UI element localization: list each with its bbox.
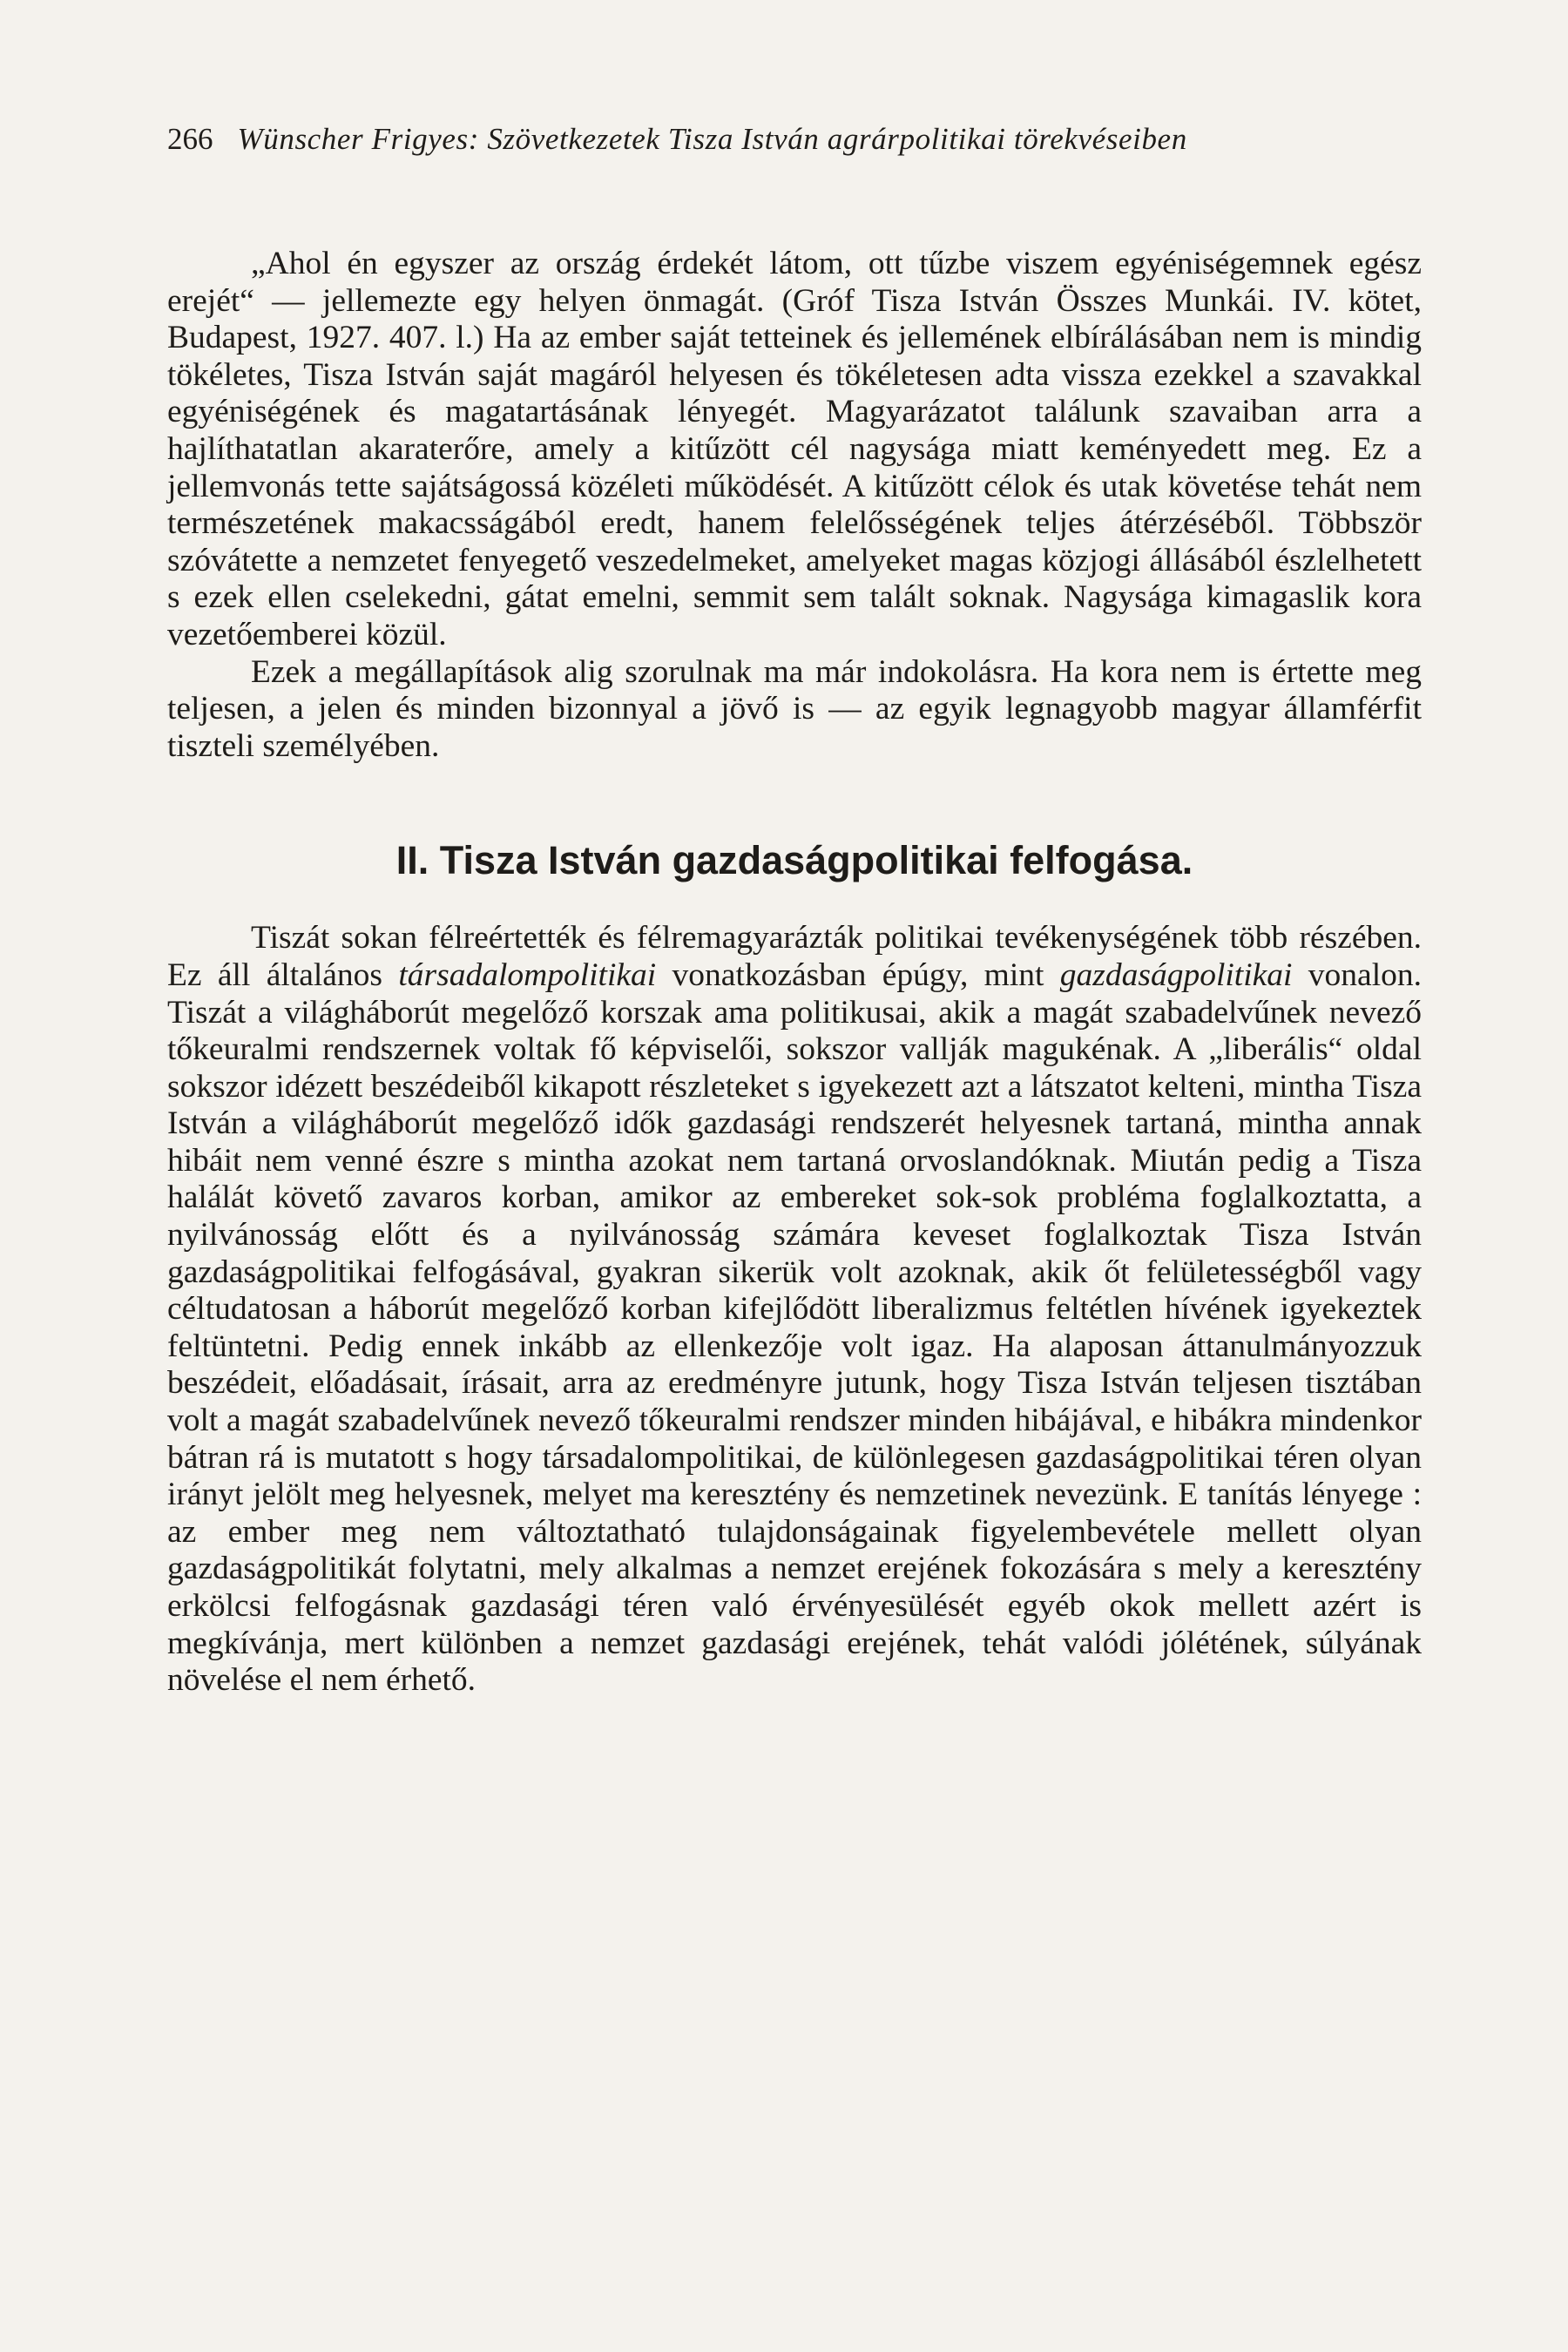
paragraph-text-1: Tiszát sokan félreértették és félremagyarázták politikai tevékenységének több részében. Ez áll általános bbox=[167, 920, 1422, 993]
paragraph-text-3: vonalon. Tiszát a világháborút megelőző korszak ama politikusai, akik a magát szabadelvűnek nevező tőkeuralmi rendszernek voltak fő képviselői, sokszor vallják magukénak. A „liberális“ oldal sokszor idézett beszédeiből kikapott részleteket s igyekezett azt a látszatot kelteni, mintha Tisza István a világháborút megelőző idők gazdasági rendszerét helyesnek tartaná, mintha annak hibáit nem venné észre s mintha azokat nem tartaná orvoslandóknak. Miután pedig a Tisza halálát követő zavaros korban, amikor az embereket sok-sok probléma foglalkoztatta, a nyilvánosság előtt és a nyilvánosság számára keveset foglalkoztak Tisza István gazdaságpolitikai felfogásával, gyakran sikerük volt azoknak, akik őt felületességből vagy céltudatosan a háborút megelőző korban kifejlődött liberalizmus feltétlen hívének igyekeztek feltüntetni. Pedig ennek inkább az ellenkezője volt igaz. Ha alaposan áttanulmányozzuk beszédeit, előadásait, írásait, arra az eredményre jutunk, hogy Tisza István teljesen tisztában volt a magát szabadelvűnek nevező tőkeuralmi rendszer minden hibájával, e hibákra mindenkor bátran rá is mutatott s hogy társadalompolitikai, de különlegesen gazdaságpolitikai téren olyan irányt jelölt meg helyesnek, melyet ma keresztény és nemzetinek nevezünk. E tanítás lényege : az ember meg nem változtatható tulajdonságainak figyelembevétele mellett olyan gazdaságpolitikát folytatni, mely alkalmas a nemzet erejének fokozására s mely a keresztény erkölcsi felfogásnak gazdasági téren való érvényesülését egyéb okok mellett azért is megkívánja, mert különben a nemzet gazdasági erejének, tehát valódi jólétének, súlyának növelése el nem érhető. bbox=[167, 956, 1422, 1699]
conclusion-paragraph: Ezek a megállapítások alig szorulnak ma már indokolásra. Ha kora nem is értette meg teljesen, a jelen és minden bizonnyal a jövő is — az egyik legnagyobb magyar államférfit tiszteli személyében. bbox=[167, 653, 1422, 764]
section-heading: II. Tisza István gazdaságpolitikai felfogása. bbox=[395, 838, 1193, 883]
running-title: Wünscher Frigyes: Szövetkezetek Tisza István agrárpolitikai törekvéseiben bbox=[237, 122, 1187, 156]
body-text bbox=[167, 246, 1422, 1700]
emphasis-economic-policy: gazdaságpolitikai bbox=[1059, 956, 1293, 993]
page-number: 266 bbox=[167, 122, 213, 156]
emphasis-social-policy: társadalompolitikai bbox=[398, 956, 657, 993]
quote-paragraph: „Ahol én egyszer az ország érdekét látom, ott tűzbe viszem egyéniségemnek egész erejét“ — jellemezte egy helyen önmagát. (Gróf Tisza István Összes Munkái. IV. kötet, Budapest, 1927. 407. l.) Ha az ember saját tetteinek és jellemének elbírálásában nem is mindig tökéletes, Tisza István saját magáról helyesen és tökéletesen adta vissza ezekkel a szavakkal egyéniségének és magatartásának lényegét. Magyarázatot találunk szavaiban arra a hajlíthatatlan akaraterőre, amely a kitűzött cél nagysága miatt keményedett meg. Ez a jellemvonás tette sajátságossá közéleti működését. A kitűzött célok és utak követése tehát nem természetének makacsságából eredt, hanem felelősségének teljes átérzéséből. Többször szóvátette a nemzetet fenyegető veszedelmeket, amelyeket magas közjogi állásából észlelhetett s ezek ellen cselekedni, gátat emelni, semmit sem talált soknak. Nagysága kimagaslik kora vezetőemberei közül. bbox=[167, 246, 1422, 652]
section-2 bbox=[167, 920, 1422, 1699]
section-2-paragraph bbox=[167, 920, 1422, 1699]
paragraph-text-2: vonatkozásban épúgy, mint bbox=[656, 956, 1060, 993]
running-head bbox=[167, 118, 1422, 160]
